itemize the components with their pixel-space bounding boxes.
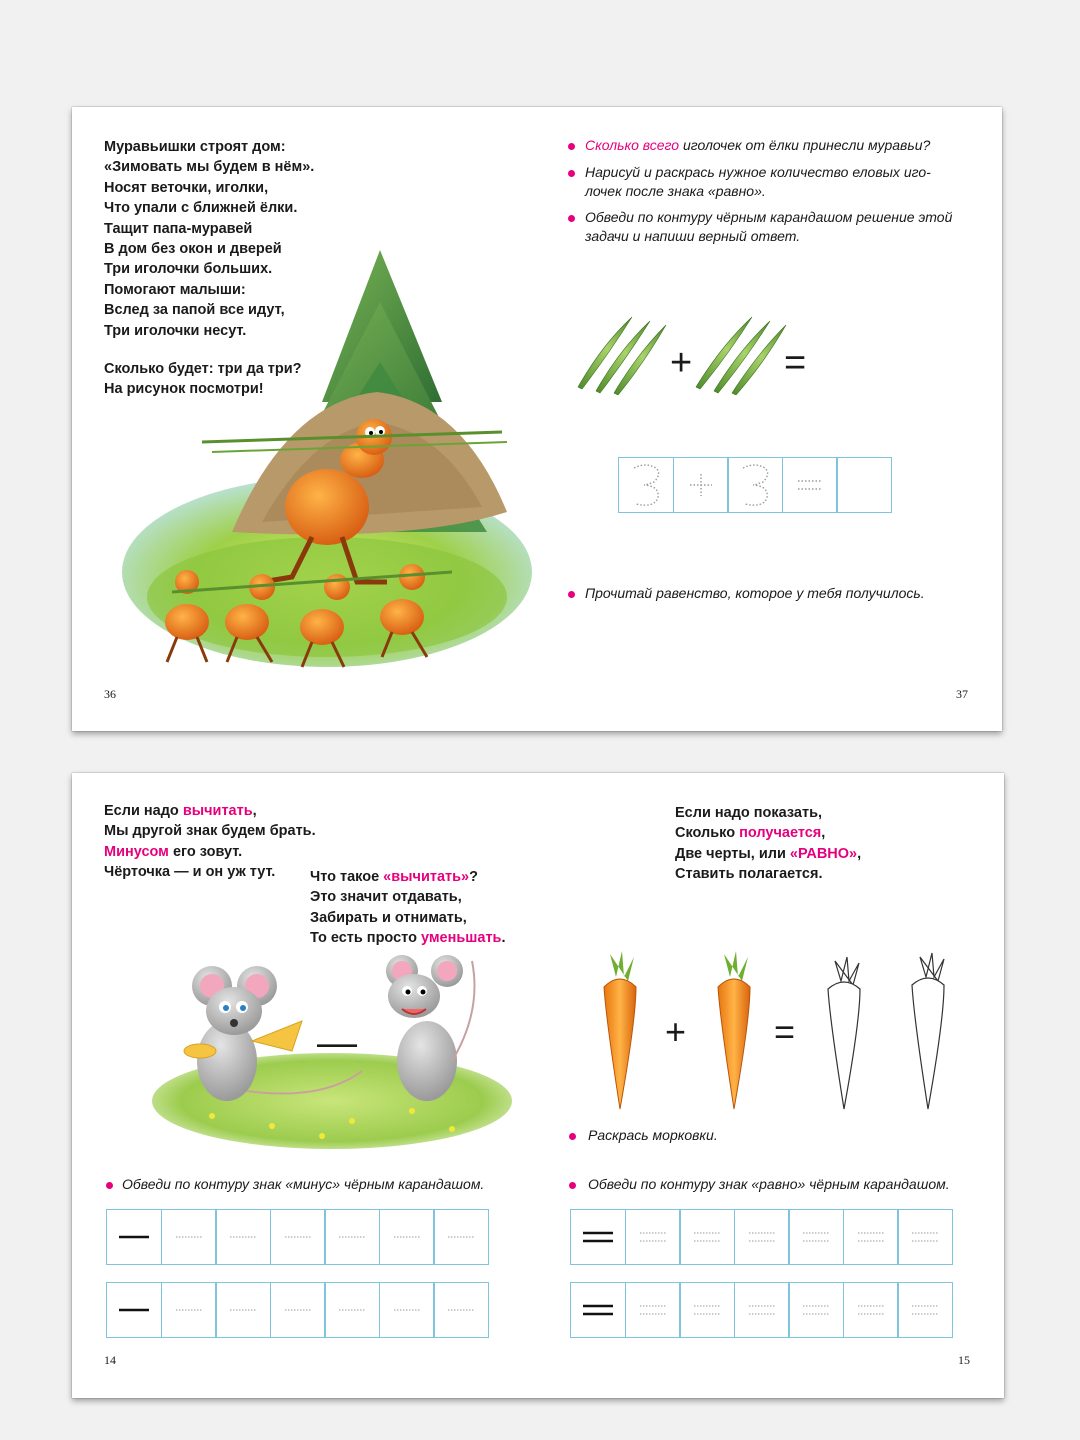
spread-pages-36-37	[72, 107, 1002, 731]
equals-dotted-icon	[636, 1227, 670, 1247]
plus-sign: +	[665, 1011, 687, 1052]
highlighted-word: «РАВНО»	[789, 845, 858, 862]
poem-text: Если надо	[104, 803, 183, 819]
needles-group-left	[578, 317, 666, 395]
equals-tracing-cell[interactable]	[897, 1282, 953, 1338]
highlighted-word: уменьшать	[420, 930, 502, 947]
equals-tracing-cell[interactable]	[843, 1282, 899, 1338]
task-trace-minus: Обведи по контуру знак «минус» чёрным карандашом.	[122, 1176, 485, 1192]
text-line: Помогают малыши:	[104, 281, 246, 298]
tracing-cell-plus[interactable]	[673, 457, 729, 513]
task-count-needles: Сколько всего иголочек от ёлки принесли муравьи?	[585, 137, 931, 153]
dotted-three-icon	[735, 462, 775, 508]
poem-text: Две черты, или	[675, 845, 790, 862]
subtract-poem	[310, 867, 506, 949]
minus-dotted-icon	[226, 1300, 260, 1320]
minus-tracing-cell[interactable]	[379, 1209, 435, 1265]
text-line: Три иголочки больших.	[104, 261, 273, 278]
dotted-plus-icon	[686, 470, 716, 500]
minus-dotted-icon	[390, 1300, 424, 1320]
equals-tracing-cell[interactable]	[625, 1282, 681, 1338]
equals-dotted-icon	[745, 1300, 779, 1320]
poem-line	[310, 887, 506, 907]
minus-tracing-cell[interactable]	[324, 1209, 380, 1265]
dotted-equals-icon	[795, 475, 825, 495]
minus-dotted-icon	[226, 1227, 260, 1247]
equals-dotted-icon	[799, 1227, 833, 1247]
text-line: задачи и напиши верный ответ.	[585, 228, 801, 244]
minus-sample-cell	[106, 1209, 162, 1265]
equals-sign: =	[784, 342, 807, 384]
minus-dotted-icon	[335, 1300, 369, 1320]
equals-tracing-cell[interactable]	[625, 1209, 681, 1265]
carrots-equation	[590, 949, 950, 1119]
needles-group-right	[696, 317, 786, 395]
equals-tracing-row	[570, 1209, 952, 1265]
solution-tracing-cells	[618, 457, 891, 513]
highlighted-word: получается	[739, 825, 822, 842]
equals-dotted-icon	[908, 1300, 942, 1320]
highlighted-word: «вычитать»	[383, 869, 470, 885]
carrot-outline[interactable]	[912, 953, 944, 1109]
poem-line	[104, 821, 316, 841]
text-line: Обведи по контуру чёрным карандашом решение этой	[585, 209, 953, 225]
task-bullet	[568, 591, 575, 598]
poem-line	[310, 908, 506, 928]
equals-tracing-cell[interactable]	[788, 1282, 844, 1338]
equals-dotted-icon	[854, 1300, 888, 1320]
equals-tracing-cell[interactable]	[788, 1209, 844, 1265]
minus-sample-cell	[106, 1282, 162, 1338]
equals-sign: =	[774, 1011, 796, 1052]
equals-tracing-cell[interactable]	[897, 1209, 953, 1265]
poem-text: ,	[857, 845, 862, 862]
task-bullet	[106, 1182, 113, 1189]
poem-text: Что такое	[310, 869, 384, 885]
text-line: В дом без окон и дверей	[104, 241, 282, 258]
poem-text: То есть просто	[310, 930, 421, 947]
poem-text: Мы другой знак будем брать.	[104, 823, 316, 840]
equals-dotted-icon	[690, 1227, 724, 1247]
minus-tracing-cell[interactable]	[161, 1209, 217, 1265]
poem-text: Чёрточка — и он уж тут.	[104, 864, 276, 881]
text-line: На рисунок посмотри!	[104, 381, 264, 398]
task-bullet	[568, 143, 575, 150]
ants-anthill-illustration	[112, 242, 532, 677]
spread-pages-14-15	[72, 773, 1004, 1398]
text-line: Вслед за папой все идут,	[104, 302, 285, 319]
page-number-left: 36	[104, 687, 116, 701]
equals-dotted-icon	[799, 1300, 833, 1320]
poem-line	[675, 864, 861, 884]
poem-line	[675, 803, 861, 823]
equals-tracing-cell[interactable]	[734, 1209, 790, 1265]
poem-text: Сколько	[675, 825, 740, 842]
poem-line	[104, 801, 316, 821]
dotted-three-icon	[626, 462, 666, 508]
equals-tracing-cell[interactable]	[679, 1282, 735, 1338]
tracing-cell-digit-3[interactable]	[727, 457, 783, 513]
text-line: Муравьишки строят дом:	[104, 139, 286, 155]
equals-tracing-row	[570, 1282, 952, 1338]
answer-cell-empty[interactable]	[836, 457, 892, 513]
highlighted-word: Минусом	[104, 843, 169, 860]
poem-line	[104, 862, 316, 882]
task-bullet	[569, 1133, 576, 1140]
poem-line	[310, 928, 506, 948]
minus-dotted-icon	[390, 1227, 424, 1247]
equals-dotted-icon	[690, 1300, 724, 1320]
task-draw-needles	[585, 163, 985, 201]
minus-tracing-cell[interactable]	[161, 1282, 217, 1338]
minus-tracing-row	[106, 1209, 488, 1265]
equals-dotted-icon	[636, 1300, 670, 1320]
needles-equation	[572, 315, 822, 395]
page-number-right: 15	[958, 1353, 970, 1367]
poem-text: Ставить полагается.	[675, 866, 823, 883]
equals-poem	[675, 803, 861, 885]
text-line: Что упали с ближней ёлки.	[104, 200, 298, 217]
text-line: Нарисуй и раскрась нужное количество еловых иго-	[585, 164, 931, 180]
poem-text: Забирать и отнимать,	[310, 909, 467, 926]
minus-tracing-cell[interactable]	[433, 1209, 489, 1265]
minus-dotted-icon	[172, 1227, 206, 1247]
minus-tracing-row	[106, 1282, 488, 1338]
minus-sign: —	[317, 1021, 357, 1065]
text-line: Сколько будет: три да три?	[104, 361, 302, 377]
text-line: Носят веточки, иголки,	[104, 179, 269, 196]
poem-text: ?	[469, 869, 478, 885]
equals-dotted-icon	[908, 1227, 942, 1247]
poem-text: ,	[821, 825, 826, 842]
minus-dotted-icon	[335, 1227, 369, 1247]
equals-tracing-cell[interactable]	[734, 1282, 790, 1338]
task-bullet	[569, 1182, 576, 1189]
minus-tracing-cell[interactable]	[215, 1282, 271, 1338]
page-number-left: 14	[104, 1353, 116, 1367]
poem-line	[310, 867, 506, 887]
equals-dotted-icon	[854, 1227, 888, 1247]
minus-tracing-cell[interactable]	[270, 1282, 326, 1338]
tracing-cell-equals[interactable]	[782, 457, 838, 513]
carrot-colored	[718, 951, 750, 1109]
carrot-outline[interactable]	[828, 957, 860, 1109]
equals-tracing-cell[interactable]	[843, 1209, 899, 1265]
task-trace-equals: Обведи по контуру знак «равно» чёрным карандашом.	[588, 1176, 950, 1192]
poem-text: Это значит отдавать,	[310, 889, 462, 906]
poem-text: ,	[252, 803, 257, 819]
poem-text: Если надо показать,	[675, 805, 823, 821]
task-trace-solution	[585, 208, 985, 246]
text-line: Тащит папа-муравей	[104, 220, 253, 237]
minus-tracing-cell[interactable]	[324, 1282, 380, 1338]
minus-dotted-icon	[444, 1300, 478, 1320]
plus-sign: +	[670, 342, 693, 384]
minus-solid-icon	[117, 1300, 151, 1320]
minus-dotted-icon	[172, 1300, 206, 1320]
equals-sample-cell	[570, 1282, 626, 1338]
equals-solid-icon	[581, 1300, 615, 1320]
minus-dotted-icon	[281, 1300, 315, 1320]
minus-tracing-cell[interactable]	[270, 1209, 326, 1265]
poem-line	[675, 844, 861, 864]
mice-illustration	[152, 951, 512, 1151]
minus-tracing-cell[interactable]	[215, 1209, 271, 1265]
poem-text: его зовут.	[168, 843, 243, 860]
text-line: лочек после знака «равно».	[585, 183, 766, 199]
minus-dotted-icon	[444, 1227, 478, 1247]
minus-tracing-cell[interactable]	[433, 1282, 489, 1338]
minus-dotted-icon	[281, 1227, 315, 1247]
page-number-right: 37	[956, 687, 968, 701]
carrot-colored	[604, 951, 636, 1109]
task-read-equation: Прочитай равенство, которое у тебя получилось.	[585, 585, 925, 601]
poem-text: .	[501, 930, 506, 947]
text-line: «Зимовать мы будем в нём».	[104, 159, 315, 176]
minus-tracing-cell[interactable]	[379, 1282, 435, 1338]
task-bullet	[568, 215, 575, 222]
equals-sample-cell	[570, 1209, 626, 1265]
text-line: Три иголочки несут.	[104, 322, 247, 339]
minus-poem	[104, 801, 316, 883]
equals-tracing-cell[interactable]	[679, 1209, 735, 1265]
equals-solid-icon	[581, 1227, 615, 1247]
task-bullet	[568, 170, 575, 177]
highlighted-word: вычитать	[182, 803, 253, 819]
poem-line	[104, 842, 316, 862]
poem-line	[675, 823, 861, 843]
equals-dotted-icon	[745, 1227, 779, 1247]
minus-solid-icon	[117, 1227, 151, 1247]
tracing-cell-digit-3[interactable]	[618, 457, 674, 513]
task-color-carrots: Раскрась морковки.	[588, 1127, 718, 1143]
